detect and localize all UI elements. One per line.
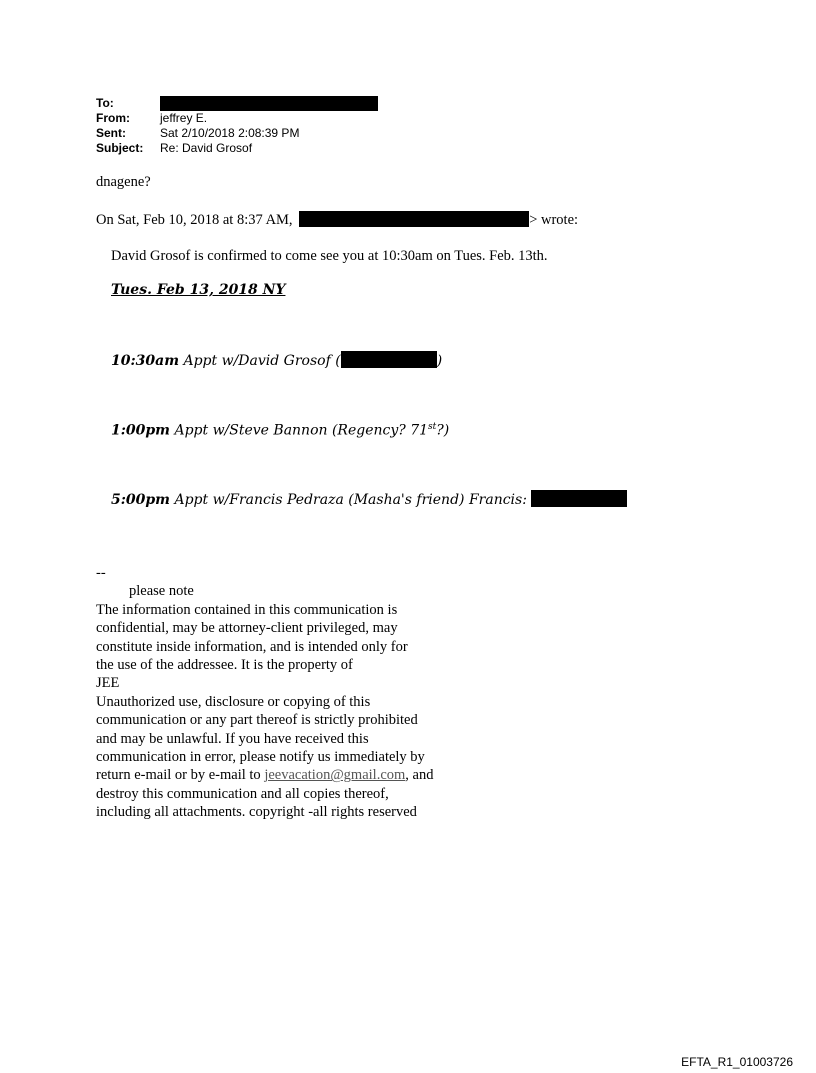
quote-intro-suffix: > wrote: — [529, 212, 579, 228]
appointment-time: 5:00pm — [111, 492, 170, 508]
appointment-text: Appt w/Steve Bannon (Regency? 71 — [174, 422, 429, 439]
disclaimer-line: constitute inside information, and is intended only for — [96, 638, 408, 655]
appointment-text-after: ) — [436, 353, 443, 369]
return-suffix: , and — [405, 767, 434, 784]
disclaimer-line: confidential, may be attorney-client privileged, may — [96, 620, 398, 637]
from-label: From: — [96, 111, 130, 125]
disclaimer-line: destroy this communication and all copies thereof, — [96, 785, 389, 802]
reply-text: dnagene? — [96, 174, 151, 190]
redaction-bar — [299, 211, 529, 227]
quote-intro — [96, 211, 578, 229]
from-row — [96, 111, 378, 126]
bates-number: EFTA_R1_01003726 — [681, 1055, 793, 1069]
email-link[interactable]: jeevacation@gmail.com — [264, 767, 406, 784]
appointment-time: 10:30am — [111, 353, 180, 369]
appointment-time: 1:00pm — [111, 422, 170, 439]
appointment-text: Appt w/David Grosof ( — [183, 353, 341, 369]
signature-block — [96, 564, 433, 822]
sent-value: Sat 2/10/2018 2:08:39 PM — [160, 126, 300, 140]
subject-label: Subject: — [96, 141, 144, 155]
redaction-bar — [531, 490, 627, 507]
appointment-text: Appt w/Francis Pedraza (Masha's friend) Francis: — [174, 492, 527, 508]
appointment-item — [111, 351, 442, 369]
signature-dashes: -- — [96, 565, 106, 581]
to-label: To: — [96, 96, 114, 110]
disclaimer-line: Unauthorized use, disclosure or copying of this — [96, 693, 371, 710]
redaction-bar — [160, 96, 378, 111]
subject-row — [96, 141, 378, 156]
disclaimer-line: communication in error, please notify us immediately by — [96, 749, 425, 766]
sent-row — [96, 126, 378, 141]
email-header — [96, 96, 378, 156]
disclaimer-line: JEE — [96, 675, 120, 692]
disclaimer-line — [96, 766, 433, 784]
appointment-text-after: ?) — [436, 422, 450, 439]
disclaimer-line: communication or any part thereof is strictly prohibited — [96, 712, 418, 729]
please-note: please note — [129, 583, 194, 600]
disclaimer-line: The information contained in this communication is — [96, 601, 398, 618]
from-value: jeffrey E. — [160, 111, 208, 125]
redaction-bar — [341, 351, 437, 368]
return-prefix: return e-mail or by e-mail to — [96, 767, 265, 784]
quote-intro-prefix: On Sat, Feb 10, 2018 at 8:37 AM, — [96, 212, 293, 228]
appointment-superscript: st — [428, 422, 437, 432]
to-row — [96, 96, 378, 111]
disclaimer-line: including all attachments. copyright -all rights reserved — [96, 804, 417, 821]
appointment-item — [111, 422, 449, 439]
appointment-item — [111, 490, 627, 508]
sent-label: Sent: — [96, 126, 126, 140]
disclaimer-line: the use of the addressee. It is the property of — [96, 657, 353, 674]
subject-value: Re: David Grosof — [160, 141, 253, 155]
confirm-line: David Grosof is confirmed to come see you at 10:30am on Tues. Feb. 13th. — [111, 248, 548, 264]
schedule-date: Tues. Feb 13, 2018 NY — [111, 282, 286, 298]
disclaimer-line: and may be unlawful. If you have received this — [96, 730, 369, 747]
